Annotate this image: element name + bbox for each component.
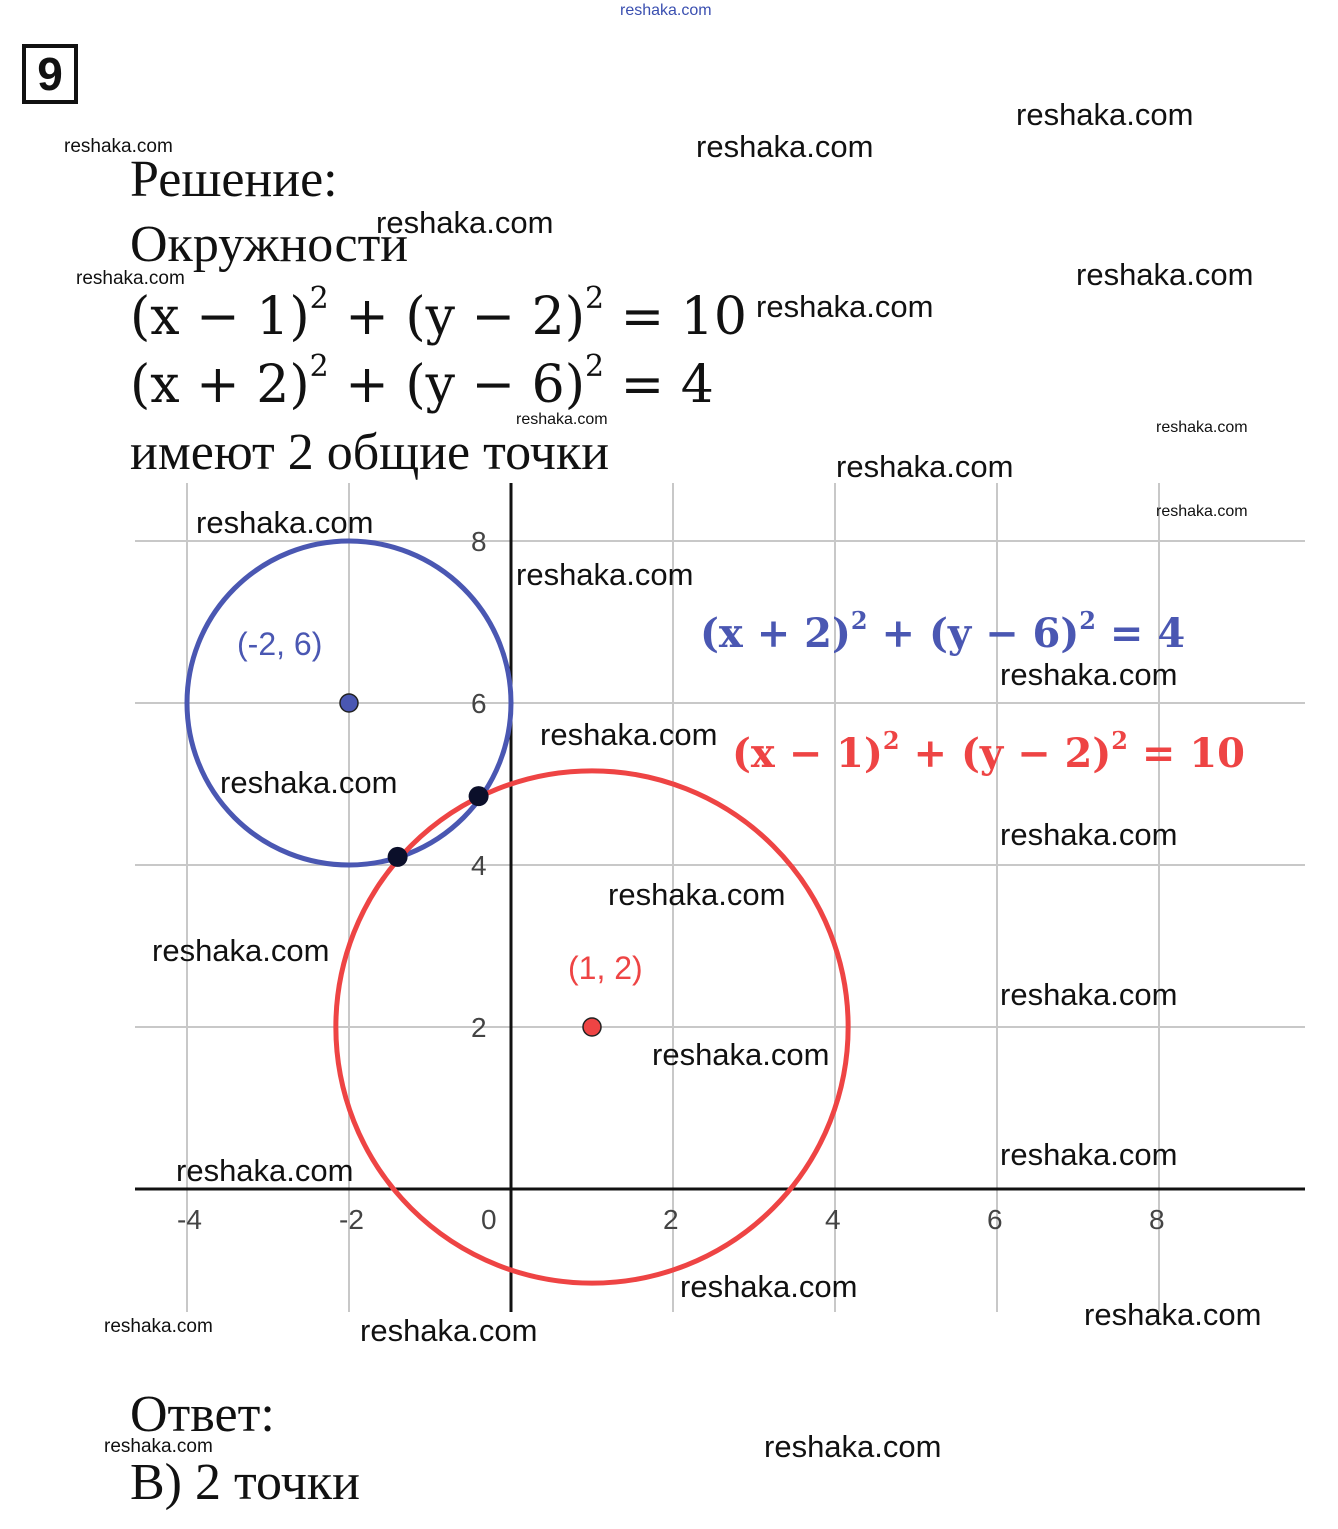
y-tick-label: 8 xyxy=(471,526,487,557)
solution-title: Решение: xyxy=(130,151,338,208)
x-tick-label: 2 xyxy=(663,1204,679,1235)
watermark: reshaka.com xyxy=(516,411,608,428)
watermark: reshaka.com xyxy=(1016,97,1194,132)
x-tick-label: -2 xyxy=(339,1204,364,1235)
watermark: reshaka.com xyxy=(652,1037,830,1072)
x-tick-label: 6 xyxy=(987,1204,1003,1235)
y-tick-label: 2 xyxy=(471,1012,487,1043)
watermark: reshaka.com xyxy=(360,1313,538,1348)
watermark: reshaka.com xyxy=(104,1436,213,1457)
watermark: reshaka.com xyxy=(176,1153,354,1188)
watermark: reshaka.com xyxy=(152,933,330,968)
intersection-point xyxy=(388,847,408,867)
answer-title: Ответ: xyxy=(130,1386,275,1443)
x-tick-label: 8 xyxy=(1149,1204,1165,1235)
watermark: reshaka.com xyxy=(1076,257,1254,292)
blue-circle-equation: $(x + 2)^2 + (y - 6)^2 = 4$ xyxy=(700,606,1186,657)
y-tick-label: 4 xyxy=(471,850,487,881)
watermark: reshaka.com xyxy=(1000,817,1178,852)
watermark: reshaka.com xyxy=(764,1429,942,1464)
watermark: reshaka.com xyxy=(836,449,1014,484)
watermark: reshaka.com xyxy=(1000,1137,1178,1172)
red-center-label: (1, 2) xyxy=(568,950,643,986)
watermark: reshaka.com xyxy=(1156,419,1248,436)
circle1-equation: $(x - 1)^2 + (y - 2)^2 = 10$ xyxy=(130,281,747,347)
x-tick-label: 0 xyxy=(481,1204,497,1235)
blue-center-point xyxy=(340,694,358,712)
blue-center-label: (-2, 6) xyxy=(237,626,323,662)
watermark: reshaka.com xyxy=(516,557,694,592)
watermark: reshaka.com xyxy=(1084,1297,1262,1332)
watermark: reshaka.com xyxy=(696,129,874,164)
circle2-equation: $(x + 2)^2 + (y - 6)^2 = 4$ xyxy=(130,349,714,415)
watermark: reshaka.com xyxy=(1156,503,1248,520)
y-tick-label: 6 xyxy=(471,688,487,719)
watermark: reshaka.com xyxy=(540,717,718,752)
watermark: reshaka.com xyxy=(1000,977,1178,1012)
x-tick-label: -4 xyxy=(177,1204,202,1235)
x-tick-label: 4 xyxy=(825,1204,841,1235)
watermark: reshaka.com xyxy=(196,505,374,540)
solution-conclusion: имеют 2 общие точки xyxy=(130,424,610,481)
watermark: reshaka.com xyxy=(1000,657,1178,692)
watermark: reshaka.com xyxy=(76,268,185,289)
watermark-top: reshaka.com xyxy=(620,2,712,19)
watermark: reshaka.com xyxy=(608,877,786,912)
red-center-point xyxy=(583,1018,601,1036)
watermark: reshaka.com xyxy=(376,205,554,240)
watermark: reshaka.com xyxy=(756,289,934,324)
watermark: reshaka.com xyxy=(104,1316,213,1337)
red-circle-equation: $(x - 1)^2 + (y - 2)^2 = 10$ xyxy=(732,726,1246,777)
watermark: reshaka.com xyxy=(64,136,173,157)
answer-value: В) 2 точки xyxy=(130,1454,360,1511)
intersection-point xyxy=(469,786,489,806)
watermark: reshaka.com xyxy=(680,1269,858,1304)
watermark: reshaka.com xyxy=(220,765,398,800)
task-number: 9 xyxy=(22,44,78,104)
solution-line1: Окружности xyxy=(130,216,409,273)
